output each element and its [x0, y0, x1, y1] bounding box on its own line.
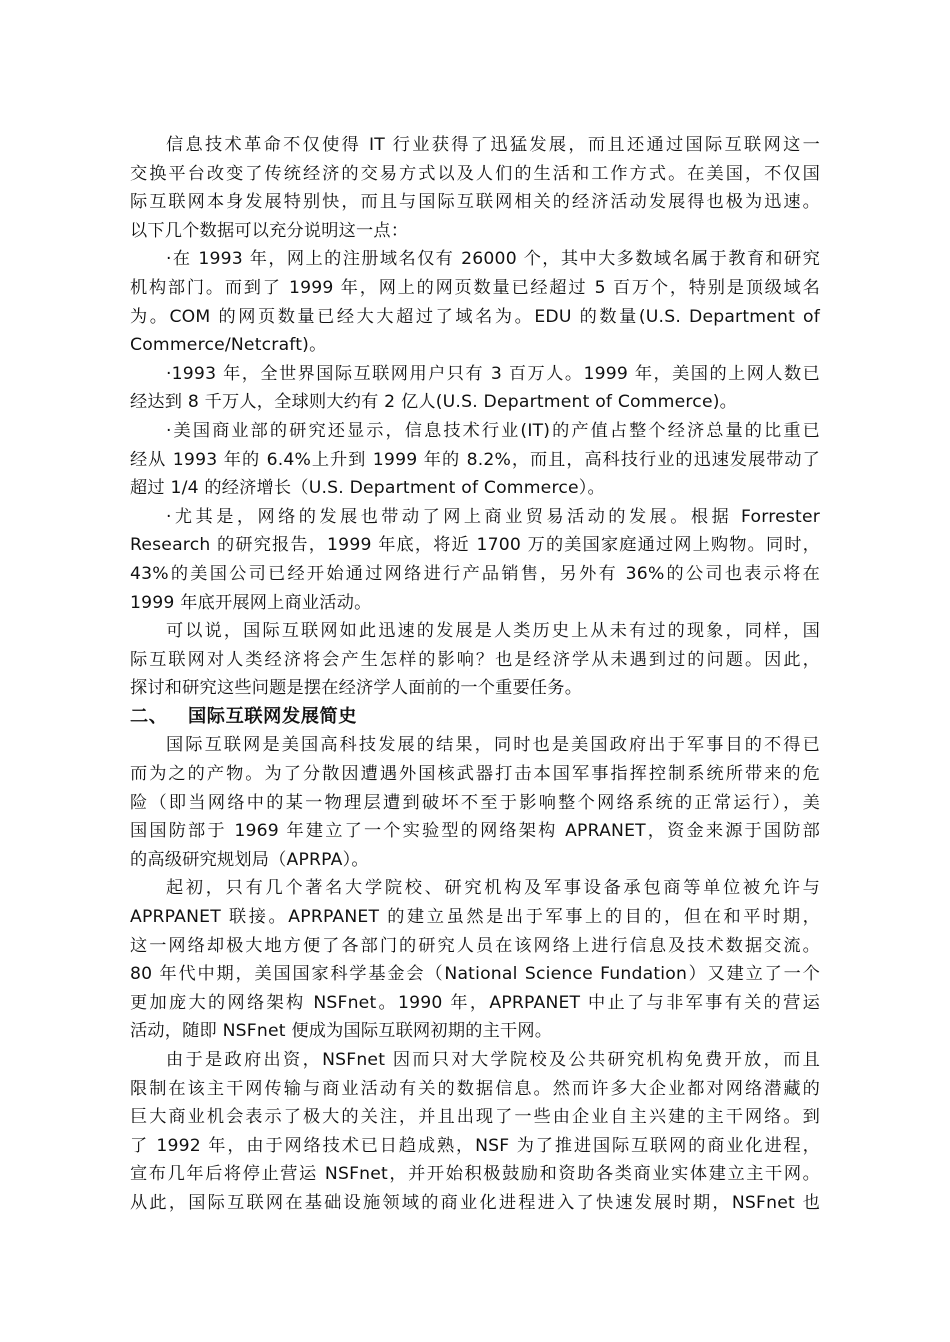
text-line: 巨大商业机会表示了极大的关注，并且出现了一些由企业自主兴建的主干网络。到 — [130, 1107, 820, 1128]
bullet-paragraph-1 — [130, 245, 820, 359]
section-heading — [130, 703, 820, 732]
text-line: ·1993 年，全世界国际互联网用户只有 3 百万人。1999 年，美国的上网人数已 — [166, 363, 820, 384]
bullet-paragraph-3 — [130, 417, 820, 503]
text-line: 为。COM 的网页数量已经大大超过了域名为。EDU 的数量(U.S. Department of — [130, 306, 820, 327]
text-line: 探讨和研究这些问题是摆在经济学人面前的一个重要任务。 — [130, 678, 583, 699]
section-paragraph-2 — [130, 874, 820, 1046]
text-line: 宣布几年后将停止营运 NSFnet，并开始积极鼓励和资助各类商业实体建立主干网。 — [130, 1164, 820, 1185]
intro-paragraph — [130, 131, 820, 245]
text-line: ·在 1993 年，网上的注册域名仅有 26000 个，其中大多数域名属于教育和研究 — [166, 249, 820, 270]
document-page — [130, 131, 820, 1218]
text-line: 险（即当网络中的某一物理层遭到破坏不至于影响整个网络系统的正常运行），美 — [130, 792, 820, 813]
text-line: 际互联网本身发展特别快，而且与国际互联网相关的经济活动发展得也极为迅速。 — [130, 192, 820, 213]
text-line: 从此，国际互联网在基础设施领域的商业化进程进入了快速发展时期，NSFnet 也 — [130, 1192, 820, 1213]
section-title: 国际互联网发展简史 — [188, 705, 358, 727]
text-line: Research 的研究报告，1999 年底，将近 1700 万的美国家庭通过网上购物。同时， — [130, 535, 820, 556]
text-line: 际互联网对人类经济将会产生怎样的影响？也是经济学从未遇到过的问题。因此， — [130, 649, 820, 670]
text-line: 可以说，国际互联网如此迅速的发展是人类历史上从未有过的现象，同样，国 — [166, 621, 820, 642]
text-line: 起初，只有几个著名大学院校、研究机构及军事设备承包商等单位被允许与 — [166, 878, 820, 899]
text-line: 国际互联网是美国高科技发展的结果，同时也是美国政府出于军事目的不得已 — [166, 735, 820, 756]
text-line: 更加庞大的网络架构 NSFnet。1990 年，APRPANET 中止了与非军事有关的营运 — [130, 992, 820, 1013]
text-line: 80 年代中期，美国国家科学基金会（National Science Fundation）又建立了一个 — [130, 964, 820, 985]
section-paragraph-1 — [130, 731, 820, 874]
text-line: 交换平台改变了传统经济的交易方式以及人们的生活和工作方式。在美国，不仅国 — [130, 163, 820, 184]
text-line: 以下几个数据可以充分说明这一点： — [130, 220, 409, 241]
text-line: 经从 1993 年的 6.4%上升到 1999 年的 8.2%，而且，高科技行业的迅速发展带动了 — [130, 449, 820, 470]
text-line: 由于是政府出资，NSFnet 因而只对大学院校及公共研究机构免费开放，而且 — [166, 1050, 820, 1070]
section-paragraph-3 — [130, 1046, 820, 1218]
text-line: 这一网络却极大地方便了各部门的研究人员在该网络上进行信息及技术数据交流。 — [130, 935, 820, 956]
text-line: 限制在该主干网传输与商业活动有关的数据信息。然而许多大企业都对网络潜藏的 — [130, 1078, 820, 1099]
text-line: 的高级研究规划局（APRPA）。 — [130, 849, 369, 870]
text-line: 信息技术革命不仅使得 IT 行业获得了迅猛发展，而且还通过国际互联网这一 — [166, 135, 820, 155]
bullet-paragraph-2 — [130, 360, 820, 417]
text-line: 活动，随即 NSFnet 便成为国际互联网初期的主干网。 — [130, 1021, 553, 1042]
text-line: ·美国商业部的研究还显示，信息技术行业(IT)的产值占整个经济总量的比重已 — [166, 420, 820, 441]
text-line: Commerce/Netcraft)。 — [130, 335, 327, 356]
text-line: 经达到 8 千万人，全球则大约有 2 亿人(U.S. Department of Commerce)。 — [130, 392, 738, 413]
text-line: 机构部门。而到了 1999 年，网上的网页数量已经超过 5 百万个，特别是顶级域名 — [130, 277, 820, 298]
text-line: 43%的美国公司已经开始通过网络进行产品销售，另外有 36%的公司也表示将在 — [130, 563, 820, 584]
text-line: APRPANET 联接。APRPANET 的建立虽然是出于军事上的目的，但在和平时期， — [130, 907, 820, 928]
text-line: 了 1992 年，由于网络技术已日趋成熟，NSF 为了推进国际互联网的商业化进程， — [130, 1135, 820, 1156]
section-number: 二、 — [130, 705, 168, 727]
text-line: 而为之的产物。为了分散因遭遇外国核武器打击本国军事指挥控制系统所带来的危 — [130, 764, 820, 785]
text-line: ·尤其是，网络的发展也带动了网上商业贸易活动的发展。根据 Forrester — [166, 506, 820, 527]
text-line: 1999 年底开展网上商业活动。 — [130, 592, 372, 613]
text-line: 国国防部于 1969 年建立了一个实验型的网络架构 APRANET，资金来源于国防部 — [130, 821, 820, 842]
conclusion-paragraph — [130, 617, 820, 703]
bullet-paragraph-4 — [130, 503, 820, 617]
text-line: 超过 1/4 的经济增长（U.S. Department of Commerce）。 — [130, 478, 605, 499]
